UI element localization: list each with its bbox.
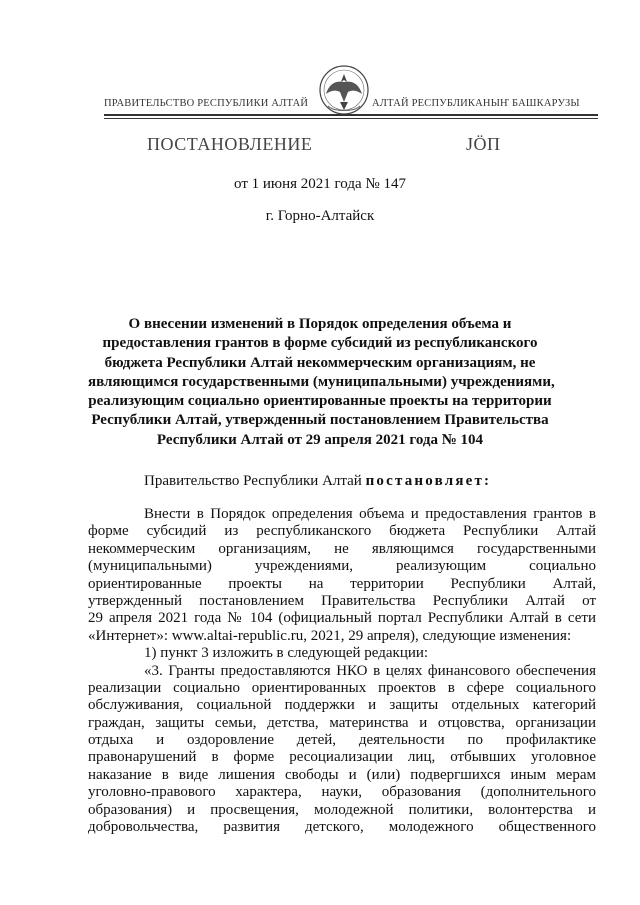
intro-text: Правительство Республики Алтай [144,473,366,489]
title-line: бюджета Республики Алтай некоммерческим организациям, не [104,354,536,371]
doc-type-altai: ЈÖП [466,134,501,154]
title-line: реализующим социально ориентированные проекты на территории [88,393,552,410]
header-rule-thin [104,118,598,119]
document-date-number: от 1 июня 2021 года № 147 [234,176,406,192]
body-line: «3. Гранты предоставляются НКО в целях финансового обеспечения [144,662,596,679]
document-body [88,506,596,836]
body-line: реализации социально ориентированных проектов в сфере социального [88,679,596,696]
title-line: являющимся государственными (муниципальными) учреждениями, [88,373,555,390]
title-line: О внесении изменений в Порядок определения объема и [128,316,512,332]
coat-of-arms-emblem [318,62,370,122]
body-line: форме субсидий из республиканского бюджета Республики Алтай [88,523,596,540]
body-line: ориентированные проекты на территории Республики Алтай, [88,575,596,592]
title-line: Республики Алтай, утвержденный постановлением Правительства [91,412,549,429]
body-line: некоммерческим организациям, не являющимся государственными [88,540,596,557]
body-line: «Интернет»: www.altai-republic.ru, 2021, 29 апреля), следующие изменения: [88,627,572,644]
body-line: обслуживания, социальной поддержки и защиты отдельных категорий [88,697,596,714]
body-line: утвержденный постановлением Правительства Республики Алтай от [88,592,596,609]
body-line: добровольчества, развития детского, молодежного общественного [88,819,596,836]
intro-paragraph [144,473,491,490]
document-city: г. Горно-Алтайск [265,208,375,224]
doc-type-russian: ПОСТАНОВЛЕНИЕ [147,134,313,154]
body-line: уголовно-правового характера, науки, образования (дополнительного [88,784,596,801]
intro-emphasis: постановляет: [365,473,492,489]
body-line: Внести в Порядок определения объема и предоставления грантов в [144,506,596,522]
government-name-russian: ПРАВИТЕЛЬСТВО РЕСПУБЛИКИ АЛТАЙ [104,98,309,109]
body-line: правонарушений в форме ресоциализации лиц, отбывших уголовное [88,749,596,766]
body-line: отдыха и оздоровление детей, деятельности по профилактике [88,732,596,749]
body-line: граждан, защиты семьи, детства, материнства и отцовства, организации [88,714,596,731]
body-line: 29 апреля 2021 года № 104 (официальный портал Республики Алтай в сети [88,610,596,627]
title-line: предоставления грантов в форме субсидий из республиканского [102,335,538,352]
body-line: образования) и просвещения, молодежной политики, волонтерства и [88,801,596,818]
header-rule-thick [104,114,598,116]
list-item: 1) пункт 3 изложить в следующей редакции: [144,645,429,662]
document-title [88,315,555,450]
title-line: Республики Алтай от 29 апреля 2021 года № 104 [156,431,484,448]
government-name-altai: АЛТАЙ РЕСПУБЛИКАНЫҤ БАШКАРУЗЫ [372,98,580,109]
body-line: наказание в виде лишения свободы и (или) подвергшихся иным мерам [88,766,596,783]
body-line: (муниципальными) учреждениями, реализующим социально [88,558,596,575]
